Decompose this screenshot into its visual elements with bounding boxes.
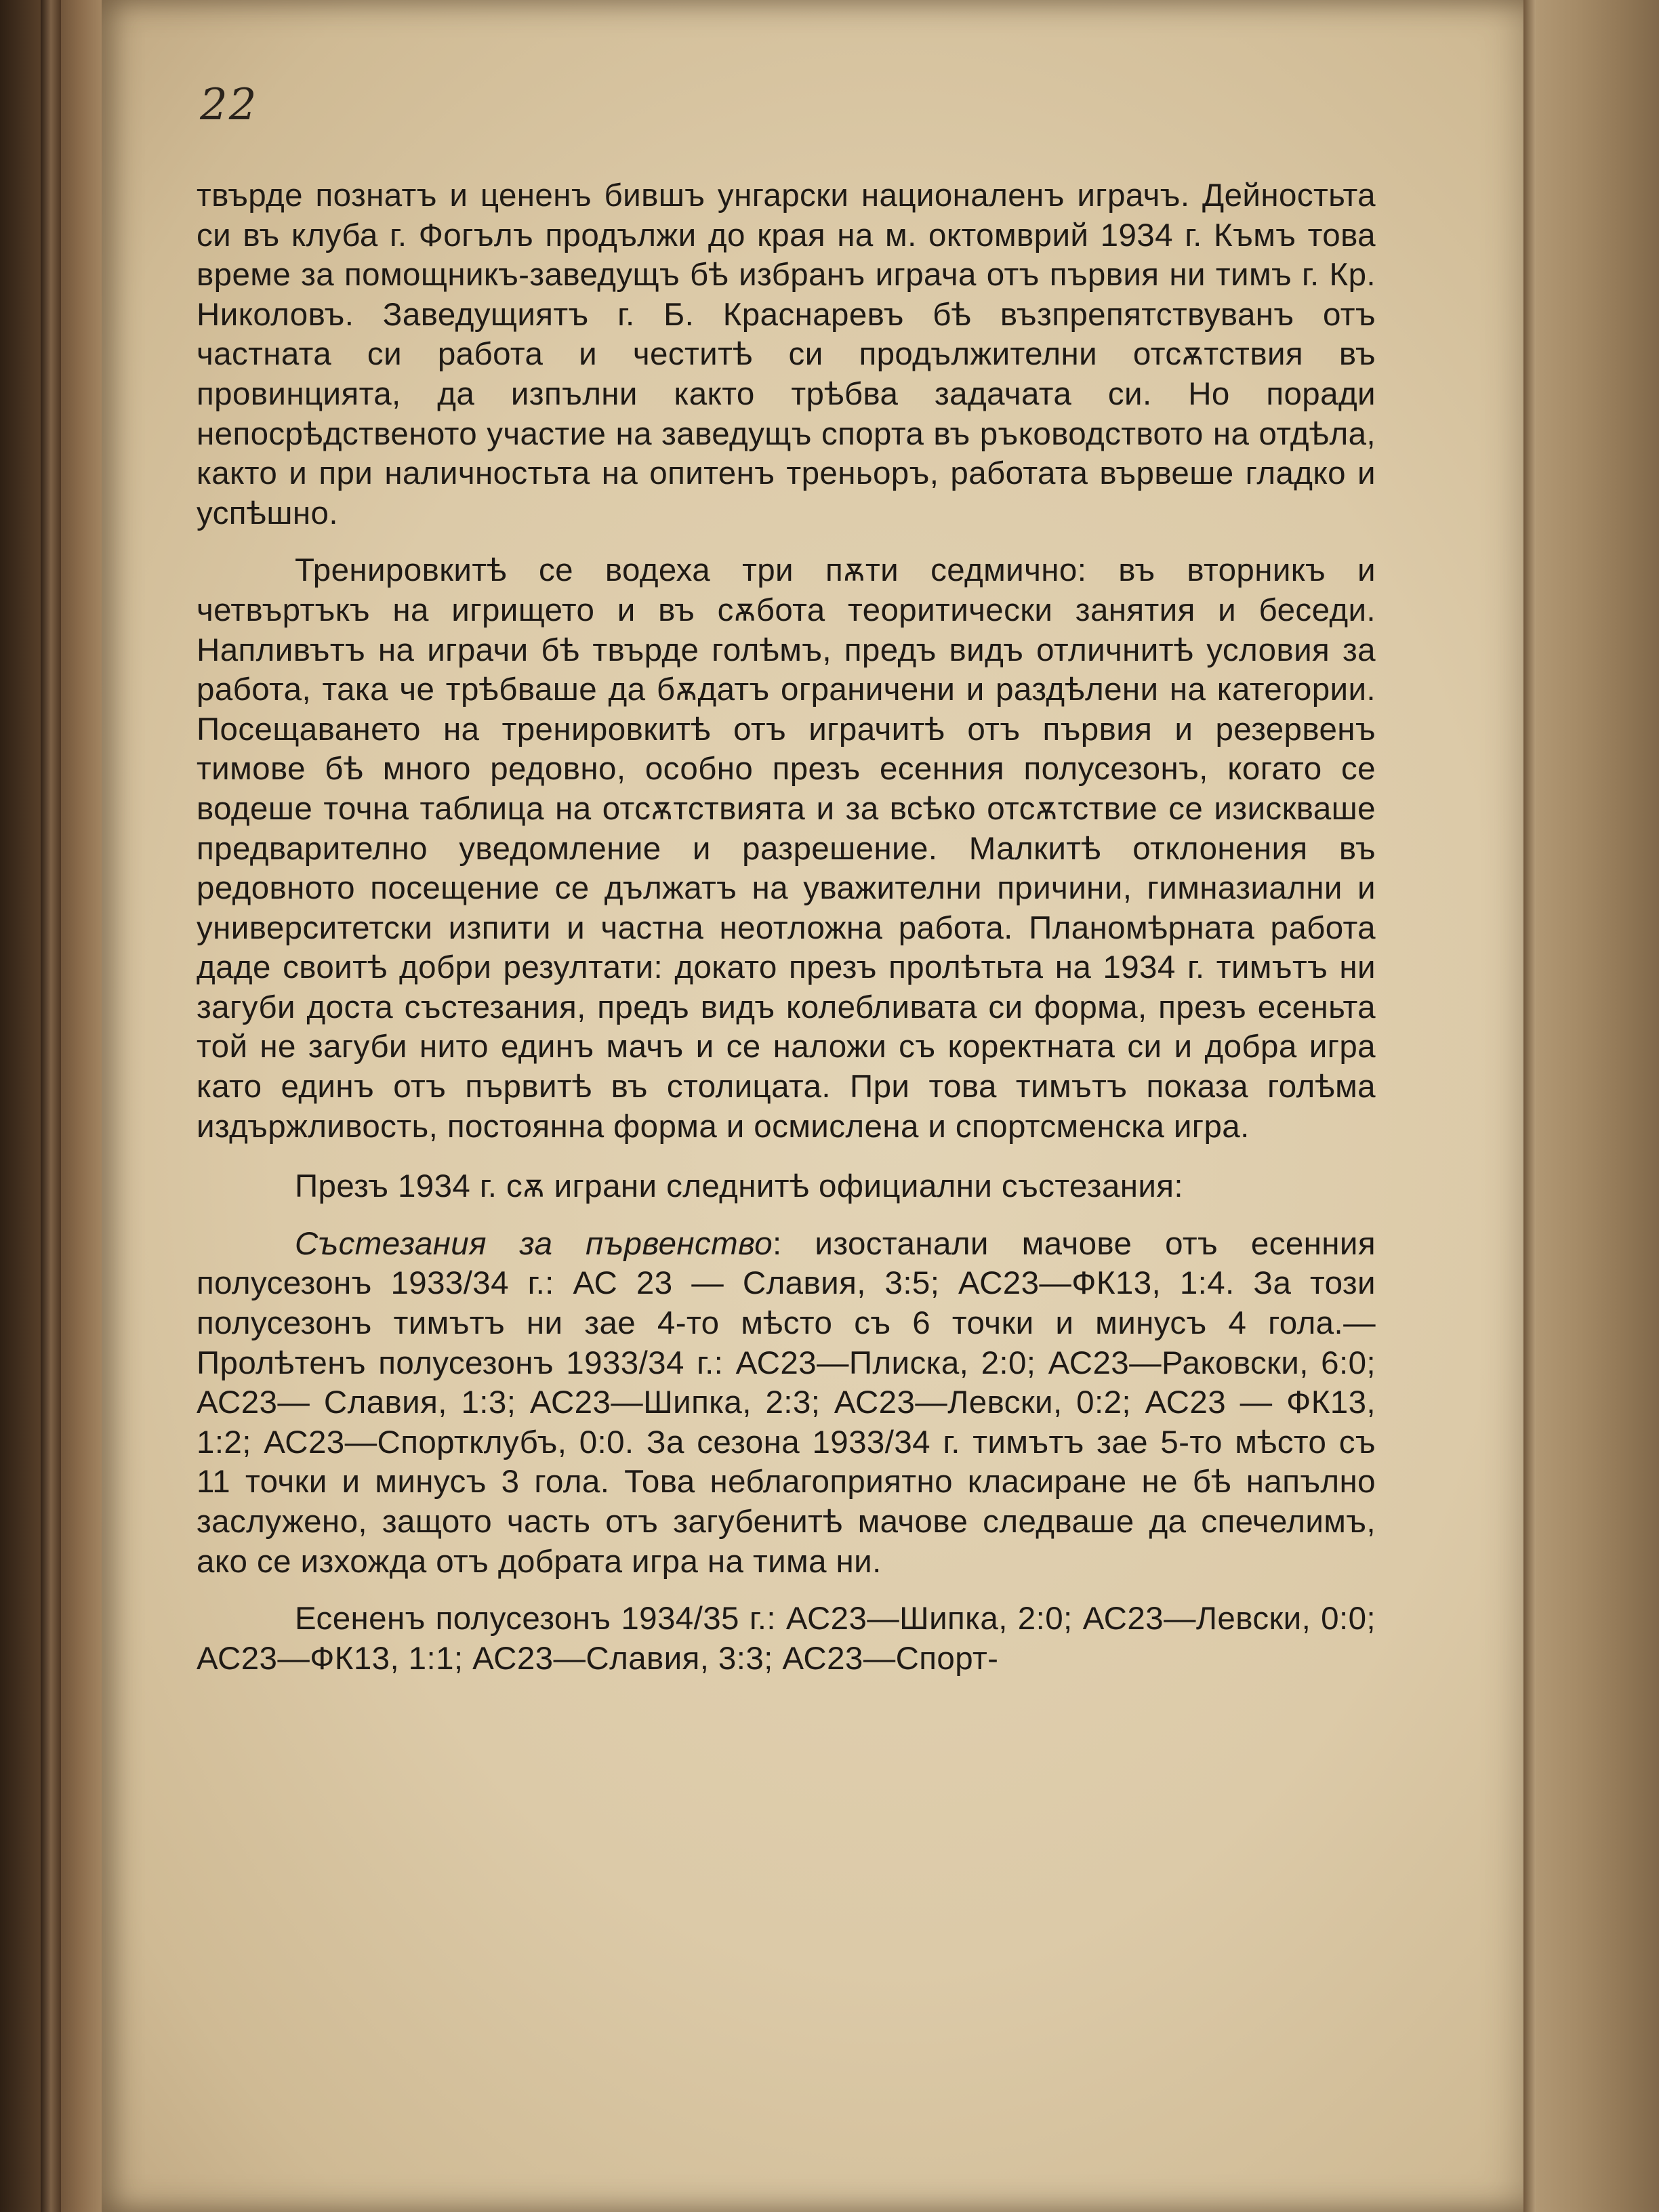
page-crease [1523, 0, 1536, 2212]
paragraph-3: Презъ 1934 г. сѫ играни следнитѣ официални състезания: [295, 1168, 1183, 1205]
paragraph-4-lead: Състезания за първенство [295, 1225, 773, 1262]
paragraph-5: Есененъ полусезонъ 1934/35 г.: АС23—Шипка, 2:0; АС23—Левски, 0:0; АС23—ФК13, 1:1; АС23—Славия, 3:3; АС23—Спорт- [197, 1601, 1376, 1677]
paragraph-1: твърде познатъ и цененъ бившъ унгарски националенъ играчъ. Дейностьта си въ клуба г. Фогълъ продължи до края на м. октомврий 1934 г. Къмъ това време за помощникъ-заведущъ бѣ избранъ играча отъ първия ни тимъ г. Кр. Николовъ. Заведущиятъ г. Б. Краснаревъ бѣ възпрепятствуванъ отъ частната си работа и честитѣ си продължителни отсѫтствия въ провинцията, да изпълни както трѣбва задачата си. Но поради непосрѣдственото участие на заведущъ спорта въ ръководството на отдѣла, както и при наличностьта на опитенъ треньоръ, работата вървеше гладко и успѣшно. [197, 178, 1376, 531]
paragraph-4-body: : изостанали мачове отъ есенния полусезонъ 1933/34 г.: АС 23 — Славия, 3:5; АС23—ФК13, 1:4. За този полусезонъ тимътъ ни зае 4-то мѣсто съ 6 точки и минусъ 4 гола.—Пролѣтенъ полусезонъ 1933/34 г.: АС23—Плиска, 2:0; АС23—Раковски, 6:0; АС23— Славия, 1:3; АС23—Шипка, 2:3; АС23—Левски, 0:2; АС23 — ФК13, 1:2; АС23—Спортклубъ, 0:0. За сезона 1933/34 г. тимътъ зае 5-то мѣсто съ 11 точки и минусъ 3 гола. Това неблагоприятно класиране не бѣ напълно заслужено, защото часть отъ загубенитѣ мачове следваше да спечелимъ, ако се изхожда отъ добрата игра на тима ни. [197, 1225, 1376, 1580]
page-text [197, 176, 1376, 1679]
paragraph-2: Тренировкитѣ се водеха три пѫти седмично: въ вторникъ и четвъртъкъ на игрището и въ сѫбота теоритически занятия и беседи. Напливътъ на играчи бѣ твърде голѣмъ, предъ видъ отличнитѣ условия за работа, така че трѣбваше да бѫдатъ ограничени и раздѣлени на категории. Посещаването на тренировкитѣ отъ играчитѣ отъ първия и резервенъ тимове бѣ много редовно, особно презъ есенния полусезонъ, когато се водеше точна таблица на отсѫтствията и за всѣко отсѫтствие се изискваше предварително уведомление и разрешение. Малкитѣ отклонения въ редовното посещение се дължатъ на уважителни причини, гимназиални и университетски изпити и частна неотложна работа. Планомѣрната работа даде своитѣ добри резултати: докато презъ пролѣтьта на 1934 г. тимътъ ни загуби доста състезания, предъ видъ колебливата си форма, презъ есеньта той не загуби нито единъ мачъ и се наложи съ коректната си и добра игра като единъ отъ първитѣ въ столицата. При това тимътъ показа голѣма издържливость, постоянна форма и осмислена и спортсменска игра. [197, 552, 1376, 1145]
paragraph-4 [197, 1225, 1376, 1582]
right-page-stack [1523, 0, 1659, 2212]
binding-edge [41, 0, 61, 2212]
page-number: 22 [200, 80, 258, 130]
